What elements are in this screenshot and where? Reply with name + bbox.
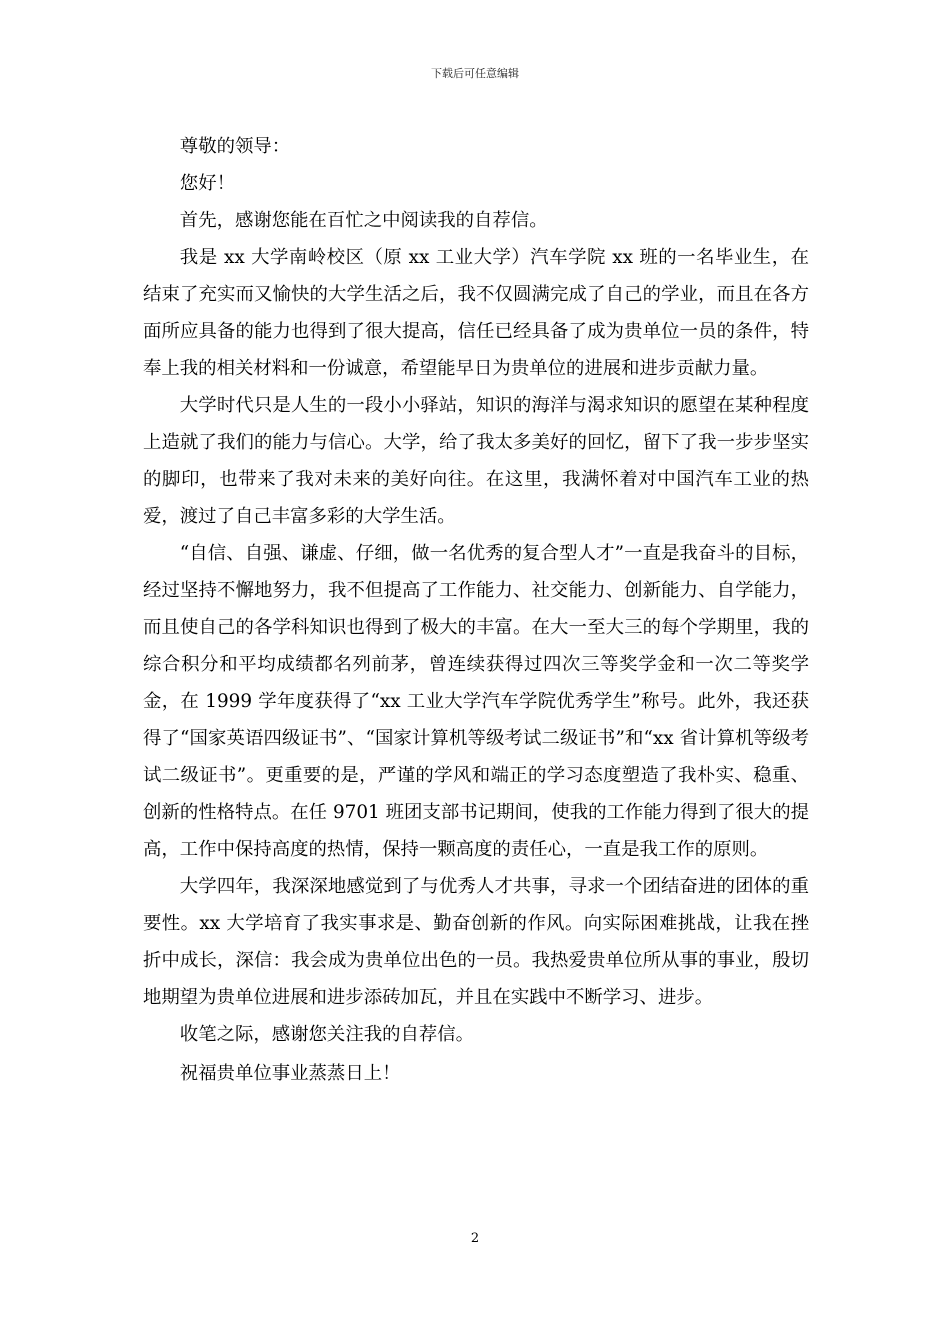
letter-paragraph: 首先，感谢您能在百忙之中阅读我的自荐信。 [179, 210, 548, 231]
letter-greeting: 您好！ [179, 173, 235, 194]
letter-paragraph: “自信、自强、谦虚、仔细，做一名优秀的复合型人才”一直是我奋斗的目标，经过坚持不懈地努力，我不但提高了工作能力、社交能力、创新能力、自学能力，而且使自己的各学科知识也得到了极大的丰富。在大一至大三的每个学期里，我的综合积分和平均成绩都名列前茅，曾连续获得过四次三等奖学金和一次二等奖学金，在 1999 学年度获得了“xx 工业大学汽车学院优秀学生”称号。此外，我还获得了“国家英语四级证书”、“国家计算机等级考试二级证书”和“xx 省计算机等级考试二级证书”。更重要的是，严谨的学风和端正的学习态度塑造了我朴实、稳重、创新的性格特点。在任 9701 班团支部书记期间，使我的工作能力得到了很大的提高，工作中保持高度的热情，保持一颗高度的责任心，一直是我工作的原则。 [143, 543, 809, 860]
page-header-note: 下载后可任意编辑 [431, 67, 519, 80]
letter-salutation: 尊敬的领导： [179, 136, 291, 157]
letter-paragraph: 我是 xx 大学南岭校区（原 xx 工业大学）汽车学院 xx 班的一名毕业生，在结束了充实而又愉快的大学生活之后，我不仅圆满完成了自己的学业，而且在各方面所应具备的能力也得到了很大提高，信任已经具备了成为贵单位一员的条件，特奉上我的相关材料和一份诚意，希望能早日为贵单位的进展和进步贡献力量。 [143, 247, 809, 379]
letter-paragraph: 收笔之际，感谢您关注我的自荐信。 [179, 1024, 475, 1045]
page-number: 2 [470, 1231, 480, 1246]
letter-closing: 祝福贵单位事业蒸蒸日上！ [179, 1063, 401, 1084]
letter-body [143, 128, 809, 1092]
letter-paragraph: 大学四年，我深深地感觉到了与优秀人才共事，寻求一个团结奋进的团体的重要性。xx 大学培育了我实事求是、勤奋创新的作风。向实际困难挑战，让我在挫折中成长，深信：我会成为贵单位出色的一员。我热爱贵单位所从事的事业，殷切地期望为贵单位进展和进步添砖加瓦，并且在实践中不断学习、进步。 [143, 876, 809, 1008]
letter-paragraph: 大学时代只是人生的一段小小驿站，知识的海洋与渴求知识的愿望在某种程度上造就了我们的能力与信心。大学，给了我太多美好的回忆，留下了我一步步坚实的脚印，也带来了我对未来的美好向往。在这里，我满怀着对中国汽车工业的热爱，渡过了自己丰富多彩的大学生活。 [143, 395, 809, 527]
